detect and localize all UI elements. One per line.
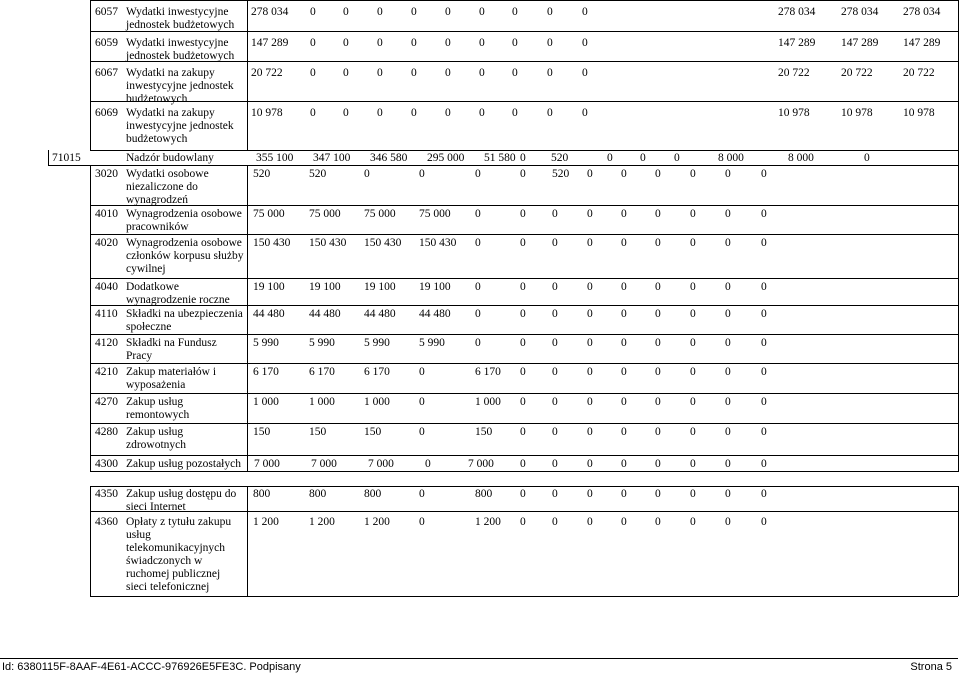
amount-cell: 0 <box>587 237 593 249</box>
amount-cell: 520 <box>552 168 570 180</box>
amount-cell: 0 <box>725 281 731 293</box>
line-code: 4020 <box>95 237 118 249</box>
amount-cell: 0 <box>343 6 349 18</box>
line-code: 3020 <box>95 168 118 180</box>
amount-cell: 0 <box>761 396 767 408</box>
amount-cell: 0 <box>761 426 767 438</box>
page-footer <box>0 658 958 676</box>
amount-cell: 0 <box>725 458 731 470</box>
amount-cell: 0 <box>552 516 558 528</box>
amount-cell: 0 <box>587 396 593 408</box>
amount-cell: 0 <box>582 107 588 119</box>
top-row-rule-4 <box>90 150 958 151</box>
amount-cell: 0 <box>547 67 553 79</box>
amount-cell: 0 <box>552 396 558 408</box>
amount-cell: 0 <box>445 67 451 79</box>
body-col-rule-right-a <box>958 166 959 472</box>
amount-cell: 19 100 <box>253 281 285 293</box>
line-code: 4210 <box>95 366 118 378</box>
amount-cell: 1 000 <box>309 396 335 408</box>
chapter-code: 71015 <box>52 152 81 164</box>
amount-cell: 0 <box>512 37 518 49</box>
amount-cell: 0 <box>547 6 553 18</box>
amount-cell: 1 200 <box>475 516 501 528</box>
amount-cell: 0 <box>547 37 553 49</box>
row-rule <box>90 363 958 364</box>
amount-cell: 10 978 <box>841 107 873 119</box>
amount-cell: 19 100 <box>419 281 451 293</box>
line-description: Składki na Fundusz Pracy <box>126 337 217 362</box>
line-code: 4280 <box>95 426 118 438</box>
top-row-rule-0 <box>90 0 958 1</box>
amount-cell: 0 <box>419 366 425 378</box>
amount-cell: 0 <box>445 6 451 18</box>
amount-cell: 0 <box>655 308 661 320</box>
amount-cell: 0 <box>655 337 661 349</box>
amount-cell: 0 <box>552 208 558 220</box>
amount-cell: 0 <box>587 208 593 220</box>
row-rule <box>90 334 958 335</box>
line-code: 4350 <box>95 488 118 500</box>
body-col-rule-b1 <box>247 486 248 596</box>
amount-cell: 10 978 <box>778 107 810 119</box>
amount-cell: 147 289 <box>778 37 816 49</box>
amount-cell: 0 <box>725 308 731 320</box>
amount-cell: 0 <box>552 237 558 249</box>
amount-cell: 7 000 <box>468 458 494 470</box>
amount-cell: 0 <box>655 168 661 180</box>
amount-cell: 0 <box>520 237 526 249</box>
amount-cell: 150 <box>309 426 327 438</box>
amount-cell: 0 <box>552 488 558 500</box>
amount-cell: 0 <box>377 67 383 79</box>
row-rule <box>90 205 958 206</box>
amount-cell: 0 <box>520 168 526 180</box>
amount-cell: 0 <box>587 488 593 500</box>
line-description: Wynagrodzenia osobowe pracowników <box>126 208 242 233</box>
amount-cell: 0 <box>520 208 526 220</box>
row-rule <box>90 455 958 456</box>
amount-cell: 44 480 <box>309 308 341 320</box>
amount-cell: 0 <box>445 37 451 49</box>
amount-cell: 0 <box>621 396 627 408</box>
amount-cell: 347 100 <box>313 152 351 164</box>
amount-cell: 147 289 <box>841 37 879 49</box>
amount-cell: 800 <box>364 488 382 500</box>
amount-cell: 0 <box>411 37 417 49</box>
line-description: Zakup usług dostępu do sieci Internet <box>126 488 237 513</box>
amount-cell: 0 <box>582 67 588 79</box>
amount-cell: 8 000 <box>788 152 814 164</box>
amount-cell: 0 <box>587 337 593 349</box>
amount-cell: 0 <box>552 366 558 378</box>
page-number: Strona 5 <box>910 661 952 673</box>
amount-cell: 5 990 <box>364 337 390 349</box>
line-code: 6057 <box>95 6 118 18</box>
line-code: 6069 <box>95 107 118 119</box>
amount-cell: 0 <box>419 488 425 500</box>
amount-cell: 44 480 <box>364 308 396 320</box>
line-code: 4110 <box>95 308 118 320</box>
row-rule <box>90 234 958 235</box>
amount-cell: 0 <box>690 366 696 378</box>
line-code: 4040 <box>95 281 118 293</box>
amount-cell: 0 <box>310 107 316 119</box>
line-code: 4360 <box>95 516 118 528</box>
amount-cell: 0 <box>552 281 558 293</box>
amount-cell: 0 <box>475 281 481 293</box>
amount-cell: 5 990 <box>419 337 445 349</box>
amount-cell: 1 200 <box>309 516 335 528</box>
amount-cell: 150 430 <box>364 237 402 249</box>
amount-cell: 147 289 <box>903 37 941 49</box>
amount-cell: 0 <box>621 458 627 470</box>
line-description: Wydatki na zakupy inwestycyjne jednostek budżetowych <box>126 107 234 145</box>
amount-cell: 44 480 <box>419 308 451 320</box>
amount-cell: 0 <box>725 237 731 249</box>
amount-cell: 0 <box>520 426 526 438</box>
row-rule <box>90 393 958 394</box>
amount-cell: 0 <box>864 152 870 164</box>
amount-cell: 150 <box>253 426 271 438</box>
amount-cell: 0 <box>512 67 518 79</box>
amount-cell: 0 <box>364 168 370 180</box>
amount-cell: 0 <box>552 308 558 320</box>
line-code: 4010 <box>95 208 118 220</box>
amount-cell: 0 <box>419 168 425 180</box>
amount-cell: 0 <box>419 426 425 438</box>
amount-cell: 0 <box>587 308 593 320</box>
line-description: Opłaty z tytułu zakupu usług telekomunikacyjnych świadczonych w ruchomej publicznej sieci telefonicznej <box>126 516 232 593</box>
amount-cell: 0 <box>520 308 526 320</box>
amount-cell: 0 <box>475 208 481 220</box>
amount-cell: 0 <box>621 516 627 528</box>
amount-cell: 0 <box>310 6 316 18</box>
line-description: Zakup usług pozostałych <box>126 458 241 470</box>
line-code: 6059 <box>95 37 118 49</box>
body-col-rule-right-b <box>958 486 959 596</box>
amount-cell: 0 <box>343 67 349 79</box>
amount-cell: 20 722 <box>841 67 873 79</box>
amount-cell: 150 430 <box>253 237 291 249</box>
amount-cell: 0 <box>690 237 696 249</box>
amount-cell: 0 <box>725 516 731 528</box>
amount-cell: 0 <box>310 37 316 49</box>
amount-cell: 0 <box>587 426 593 438</box>
amount-cell: 346 580 <box>370 152 408 164</box>
amount-cell: 0 <box>607 152 613 164</box>
amount-cell: 0 <box>520 152 526 164</box>
amount-cell: 1 200 <box>253 516 279 528</box>
amount-cell: 0 <box>479 6 485 18</box>
amount-cell: 147 289 <box>251 37 289 49</box>
amount-cell: 0 <box>479 37 485 49</box>
amount-cell: 0 <box>520 516 526 528</box>
amount-cell: 0 <box>725 337 731 349</box>
row-rule <box>90 305 958 306</box>
amount-cell: 0 <box>587 458 593 470</box>
amount-cell: 0 <box>725 366 731 378</box>
amount-cell: 0 <box>761 308 767 320</box>
amount-cell: 0 <box>690 308 696 320</box>
amount-cell: 7 000 <box>254 458 280 470</box>
amount-cell: 520 <box>253 168 271 180</box>
top-col-rule-2 <box>958 0 959 150</box>
row-rule <box>90 511 958 512</box>
row-rule-last <box>90 596 958 597</box>
top-col-rule-0 <box>90 0 91 150</box>
amount-cell: 20 722 <box>778 67 810 79</box>
line-description: Zakup materiałów i wyposażenia <box>126 366 217 391</box>
line-code: 4120 <box>95 337 118 349</box>
amount-cell: 0 <box>411 107 417 119</box>
amount-cell: 75 000 <box>253 208 285 220</box>
amount-cell: 520 <box>309 168 327 180</box>
amount-cell: 0 <box>655 396 661 408</box>
amount-cell: 0 <box>655 281 661 293</box>
line-description: Wydatki osobowe niezaliczone do wynagrodzeń <box>126 168 209 206</box>
amount-cell: 0 <box>640 152 646 164</box>
amount-cell: 8 000 <box>718 152 744 164</box>
body-col-rule-b0 <box>90 486 91 596</box>
amount-cell: 0 <box>520 337 526 349</box>
amount-cell: 0 <box>377 37 383 49</box>
amount-cell: 520 <box>551 152 569 164</box>
chapter-description: Nadzór budowlany <box>126 152 214 164</box>
amount-cell: 355 100 <box>256 152 294 164</box>
amount-cell: 5 990 <box>253 337 279 349</box>
amount-cell: 0 <box>425 458 431 470</box>
amount-cell: 0 <box>690 458 696 470</box>
amount-cell: 0 <box>343 37 349 49</box>
amount-cell: 51 580 <box>484 152 516 164</box>
amount-cell: 0 <box>690 488 696 500</box>
amount-cell: 150 430 <box>309 237 347 249</box>
amount-cell: 1 000 <box>475 396 501 408</box>
amount-cell: 0 <box>725 426 731 438</box>
amount-cell: 0 <box>343 107 349 119</box>
line-description: Składki na ubezpieczenia społeczne <box>126 308 243 333</box>
line-code: 6067 <box>95 67 118 79</box>
amount-cell: 800 <box>475 488 493 500</box>
amount-cell: 0 <box>310 67 316 79</box>
row-rule-4300 <box>90 471 958 472</box>
amount-cell: 0 <box>725 396 731 408</box>
amount-cell: 0 <box>621 366 627 378</box>
amount-cell: 0 <box>520 396 526 408</box>
amount-cell: 75 000 <box>419 208 451 220</box>
amount-cell: 10 978 <box>251 107 283 119</box>
amount-cell: 0 <box>761 488 767 500</box>
row-rule <box>90 278 958 279</box>
line-description: Zakup usług remontowych <box>126 396 190 421</box>
line-description: Zakup usług zdrowotnych <box>126 426 187 451</box>
amount-cell: 800 <box>309 488 327 500</box>
amount-cell: 0 <box>445 107 451 119</box>
amount-cell: 6 170 <box>309 366 335 378</box>
amount-cell: 0 <box>690 426 696 438</box>
amount-cell: 1 200 <box>364 516 390 528</box>
amount-cell: 0 <box>725 208 731 220</box>
amount-cell: 0 <box>761 208 767 220</box>
amount-cell: 6 170 <box>253 366 279 378</box>
line-description: Wydatki inwestycyjne jednostek budżetowych <box>126 6 235 31</box>
amount-cell: 0 <box>479 107 485 119</box>
amount-cell: 0 <box>655 458 661 470</box>
line-code: 4270 <box>95 396 118 408</box>
amount-cell: 0 <box>621 208 627 220</box>
amount-cell: 0 <box>582 6 588 18</box>
amount-cell: 20 722 <box>903 67 935 79</box>
amount-cell: 0 <box>761 281 767 293</box>
body-rule-top-b <box>90 486 958 487</box>
amount-cell: 0 <box>520 281 526 293</box>
amount-cell: 0 <box>512 6 518 18</box>
amount-cell: 0 <box>547 107 553 119</box>
amount-cell: 0 <box>690 337 696 349</box>
amount-cell: 0 <box>587 281 593 293</box>
amount-cell: 0 <box>552 337 558 349</box>
amount-cell: 0 <box>377 107 383 119</box>
amount-cell: 0 <box>761 168 767 180</box>
amount-cell: 0 <box>655 237 661 249</box>
amount-cell: 0 <box>761 458 767 470</box>
amount-cell: 0 <box>655 366 661 378</box>
amount-cell: 75 000 <box>364 208 396 220</box>
amount-cell: 7 000 <box>311 458 337 470</box>
amount-cell: 0 <box>587 516 593 528</box>
amount-cell: 0 <box>411 6 417 18</box>
chapter-rule-left <box>48 150 49 166</box>
amount-cell: 0 <box>475 237 481 249</box>
amount-cell: 0 <box>655 208 661 220</box>
amount-cell: 0 <box>621 281 627 293</box>
amount-cell: 0 <box>377 6 383 18</box>
amount-cell: 0 <box>690 516 696 528</box>
amount-cell: 0 <box>520 488 526 500</box>
amount-cell: 0 <box>520 458 526 470</box>
amount-cell: 1 000 <box>253 396 279 408</box>
amount-cell: 0 <box>512 107 518 119</box>
amount-cell: 1 000 <box>364 396 390 408</box>
amount-cell: 5 990 <box>309 337 335 349</box>
amount-cell: 0 <box>690 281 696 293</box>
amount-cell: 44 480 <box>253 308 285 320</box>
amount-cell: 0 <box>479 67 485 79</box>
line-code: 4300 <box>95 458 118 470</box>
amount-cell: 0 <box>761 366 767 378</box>
amount-cell: 0 <box>419 396 425 408</box>
line-description: Wydatki na zakupy inwestycyjne jednostek budżetowych <box>126 67 234 105</box>
amount-cell: 0 <box>690 168 696 180</box>
body-col-rule-a0 <box>90 166 91 472</box>
amount-cell: 0 <box>582 37 588 49</box>
amount-cell: 0 <box>475 337 481 349</box>
amount-cell: 10 978 <box>903 107 935 119</box>
amount-cell: 0 <box>552 458 558 470</box>
amount-cell: 0 <box>520 366 526 378</box>
amount-cell: 0 <box>761 237 767 249</box>
amount-cell: 0 <box>725 488 731 500</box>
amount-cell: 0 <box>552 426 558 438</box>
amount-cell: 0 <box>621 308 627 320</box>
amount-cell: 0 <box>725 168 731 180</box>
amount-cell: 0 <box>761 337 767 349</box>
amount-cell: 19 100 <box>364 281 396 293</box>
amount-cell: 7 000 <box>368 458 394 470</box>
amount-cell: 0 <box>475 308 481 320</box>
amount-cell: 6 170 <box>364 366 390 378</box>
amount-cell: 0 <box>419 516 425 528</box>
amount-cell: 0 <box>655 488 661 500</box>
amount-cell: 150 <box>364 426 382 438</box>
line-description: Dodatkowe wynagrodzenie roczne <box>126 281 230 306</box>
amount-cell: 0 <box>621 168 627 180</box>
amount-cell: 20 722 <box>251 67 283 79</box>
amount-cell: 0 <box>621 426 627 438</box>
amount-cell: 278 034 <box>251 6 289 18</box>
amount-cell: 6 170 <box>475 366 501 378</box>
amount-cell: 75 000 <box>309 208 341 220</box>
amount-cell: 0 <box>587 168 593 180</box>
row-rule <box>90 423 958 424</box>
amount-cell: 278 034 <box>778 6 816 18</box>
top-col-rule-1 <box>247 0 248 150</box>
amount-cell: 0 <box>587 366 593 378</box>
amount-cell: 0 <box>655 516 661 528</box>
amount-cell: 0 <box>690 396 696 408</box>
amount-cell: 0 <box>621 337 627 349</box>
amount-cell: 0 <box>621 237 627 249</box>
amount-cell: 0 <box>411 67 417 79</box>
document-id-text: Id: 6380115F-8AAF-4E61-ACCC-976926E5FE3C. Podpisany <box>2 661 301 673</box>
line-description: Wynagrodzenia osobowe członków korpusu służby cywilnej <box>126 237 244 275</box>
chapter-rule-bottom <box>48 165 958 166</box>
chapter-rule-right <box>958 150 959 166</box>
amount-cell: 0 <box>621 488 627 500</box>
amount-cell: 0 <box>690 208 696 220</box>
amount-cell: 150 430 <box>419 237 457 249</box>
amount-cell: 278 034 <box>903 6 941 18</box>
amount-cell: 150 <box>475 426 493 438</box>
amount-cell: 0 <box>475 168 481 180</box>
amount-cell: 19 100 <box>309 281 341 293</box>
amount-cell: 800 <box>253 488 271 500</box>
line-description: Wydatki inwestycyjne jednostek budżetowych <box>126 37 235 62</box>
body-col-rule-a1 <box>247 166 248 472</box>
amount-cell: 278 034 <box>841 6 879 18</box>
amount-cell: 0 <box>674 152 680 164</box>
amount-cell: 0 <box>655 426 661 438</box>
amount-cell: 0 <box>761 516 767 528</box>
amount-cell: 295 000 <box>427 152 465 164</box>
